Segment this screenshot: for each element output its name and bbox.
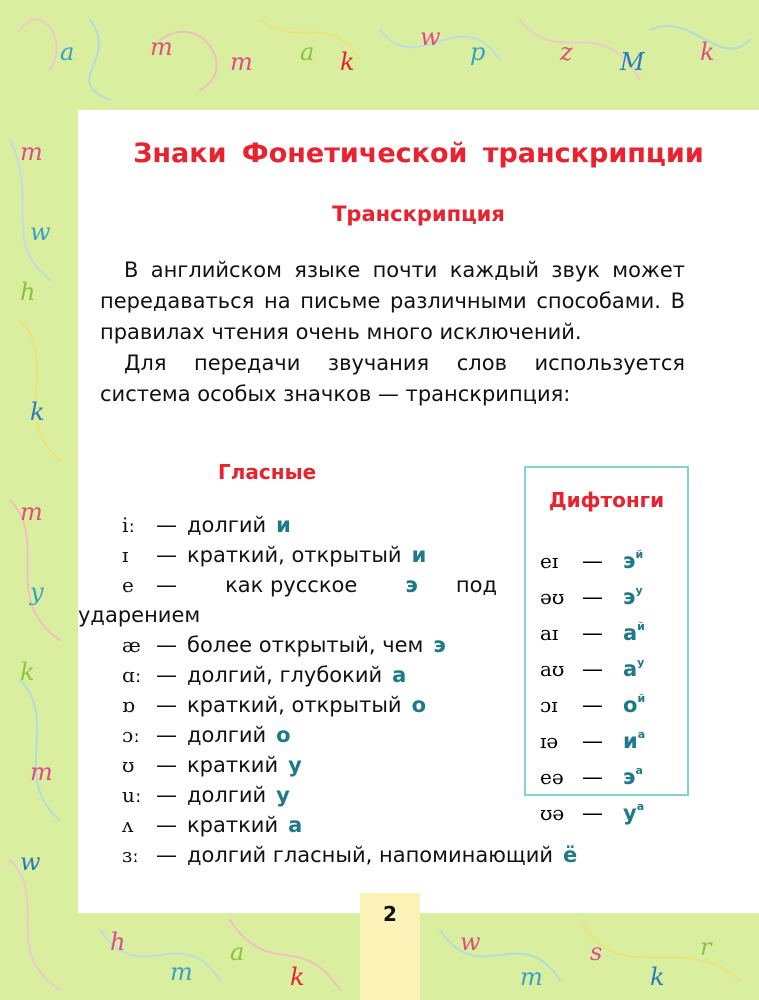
vowel-description: более открытый, чем [187, 633, 424, 657]
ipa-symbol: eə [540, 765, 564, 789]
intro-paragraph-2: Для передачи звучания слов используется система особых значков — транскрипция: [100, 351, 685, 406]
russian-letter: $у^а$ [623, 800, 645, 825]
dash: — [582, 585, 603, 609]
svg-text:m: m [170, 958, 193, 986]
ipa-symbol: e [122, 573, 134, 597]
vowel-description-after: под [455, 573, 497, 597]
diphthongs-heading: Дифтонги [548, 488, 665, 512]
svg-text:s: s [590, 938, 603, 966]
intro-paragraph-1: В английском языке почти каждый звук может передаваться на письме различными способами. В правилах чтения очень много исключений. [100, 258, 685, 344]
ipa-symbol: aɪ [540, 621, 559, 645]
ipa-symbol: ɑː [122, 663, 142, 687]
russian-letter: $э^й$ [623, 548, 644, 573]
dash: — [156, 783, 177, 807]
diphthongs-box [524, 466, 689, 825]
dash: — [582, 621, 603, 645]
vowel-description: долгий [187, 513, 267, 537]
svg-text:m: m [230, 48, 253, 76]
russian-letter: $а^у$ [623, 656, 645, 681]
ipa-symbol: ɔː [122, 723, 140, 747]
vowel-row [122, 750, 497, 780]
vowel-row [122, 690, 497, 720]
ipa-symbol: əʊ [540, 585, 565, 609]
ipa-symbol: aʊ [540, 657, 565, 681]
dash: — [582, 801, 603, 825]
dash: — [156, 633, 177, 657]
vowel-description: долгий гласный, напоминающий [187, 843, 553, 867]
page-number: 2 [360, 893, 420, 1000]
svg-text:M: M [620, 48, 645, 76]
dash: — [156, 693, 177, 717]
svg-text:m: m [30, 758, 53, 786]
svg-text:m: m [20, 498, 43, 526]
ipa-symbol: æ [122, 633, 141, 657]
diphthong-row [540, 576, 645, 612]
svg-text:k: k [700, 38, 715, 66]
ipa-symbol: uː [122, 783, 142, 807]
vowel-row [122, 540, 497, 570]
svg-text:k: k [30, 398, 45, 426]
svg-text:r: r [700, 933, 712, 961]
vowel-row [122, 630, 497, 660]
diphthong-row [540, 540, 645, 576]
svg-text:w: w [420, 23, 441, 51]
vowel-row [122, 510, 497, 540]
dash: — [156, 723, 177, 747]
svg-text:w: w [20, 848, 41, 876]
ipa-symbol: ɪə [540, 729, 559, 753]
vowel-continuation: ударением [78, 603, 201, 627]
dash: — [582, 729, 603, 753]
dash: — [582, 657, 603, 681]
russian-letter: и [411, 543, 427, 567]
ipa-symbol: ɜː [122, 843, 139, 867]
svg-text:a: a [230, 938, 245, 966]
svg-text:w: w [30, 218, 51, 246]
vowels-heading: Гласные [218, 460, 317, 484]
vowel-description: краткий [187, 753, 279, 777]
russian-letter: у [288, 753, 302, 777]
ipa-symbol: iː [122, 513, 136, 537]
vowel-description: как русское [225, 573, 358, 597]
svg-text:w: w [460, 928, 481, 956]
intro-text [100, 255, 685, 410]
svg-text:k: k [290, 963, 305, 991]
svg-text:m: m [150, 33, 173, 61]
svg-text:k: k [340, 48, 355, 76]
russian-letter: у [276, 783, 290, 807]
dash: — [156, 543, 177, 567]
ipa-symbol: ʌ [122, 813, 134, 837]
russian-letter: и [276, 513, 291, 537]
russian-letter: а [392, 663, 407, 687]
svg-text:h: h [110, 928, 126, 956]
vowel-description: краткий, открытый [187, 543, 402, 567]
diphthong-row [540, 756, 645, 792]
dash: — [156, 663, 177, 687]
svg-text:a: a [60, 38, 75, 66]
dash: — [582, 549, 603, 573]
russian-letter: $э^у$ [623, 584, 643, 609]
diphthong-row [540, 648, 645, 684]
vowel-description: долгий, глубокий [187, 663, 383, 687]
dash: — [156, 573, 177, 597]
svg-text:m: m [20, 138, 43, 166]
diphthong-row [540, 684, 645, 720]
russian-letter: о [276, 723, 291, 747]
dash: — [156, 513, 177, 537]
section-title: Транскрипция [332, 202, 505, 226]
svg-text:y: y [30, 578, 44, 606]
svg-text:a: a [300, 38, 315, 66]
vowel-row [122, 840, 578, 870]
ipa-symbol: ʊə [540, 801, 565, 825]
svg-text:h: h [20, 278, 36, 306]
dash: — [156, 813, 177, 837]
ipa-symbol: ʊ [122, 753, 135, 777]
ipa-symbol: ɒ [122, 693, 135, 717]
svg-text:p: p [470, 38, 486, 66]
diphthongs-list [540, 540, 645, 828]
svg-text:z: z [560, 38, 573, 66]
dash: — [156, 753, 177, 777]
vowel-description: долгий [187, 783, 267, 807]
ipa-symbol: ɔɪ [540, 693, 558, 717]
dash: — [156, 843, 177, 867]
svg-text:k: k [20, 658, 35, 686]
vowel-description: краткий, открытый [187, 693, 402, 717]
vowel-description: долгий [187, 723, 267, 747]
diphthong-row [540, 792, 645, 828]
vowel-row [122, 780, 497, 810]
vowel-description: краткий [187, 813, 279, 837]
russian-letter: э [433, 633, 446, 657]
svg-text:m: m [520, 963, 543, 991]
diphthong-row [540, 612, 645, 648]
russian-letter: $э^а$ [623, 764, 643, 789]
diphthong-row [540, 720, 645, 756]
russian-letter: $а^й$ [623, 620, 645, 645]
russian-letter: э [405, 573, 418, 597]
content-card [78, 110, 759, 913]
vowel-row [122, 720, 497, 750]
russian-letter: а [288, 813, 303, 837]
page-title: Знаки Фонетической транскрипции [133, 138, 704, 169]
vowel-row [122, 660, 497, 690]
russian-letter: о [411, 693, 427, 717]
russian-letter: $и^а$ [623, 728, 646, 753]
dash: — [582, 765, 603, 789]
ipa-symbol: eɪ [540, 549, 559, 573]
svg-text:k: k [650, 963, 665, 991]
vowel-row [122, 810, 497, 840]
russian-letter: $о^й$ [623, 692, 646, 717]
dash: — [582, 693, 603, 717]
vowel-row [122, 570, 497, 600]
russian-letter: ё [563, 843, 578, 867]
ipa-symbol: ɪ [122, 543, 129, 567]
